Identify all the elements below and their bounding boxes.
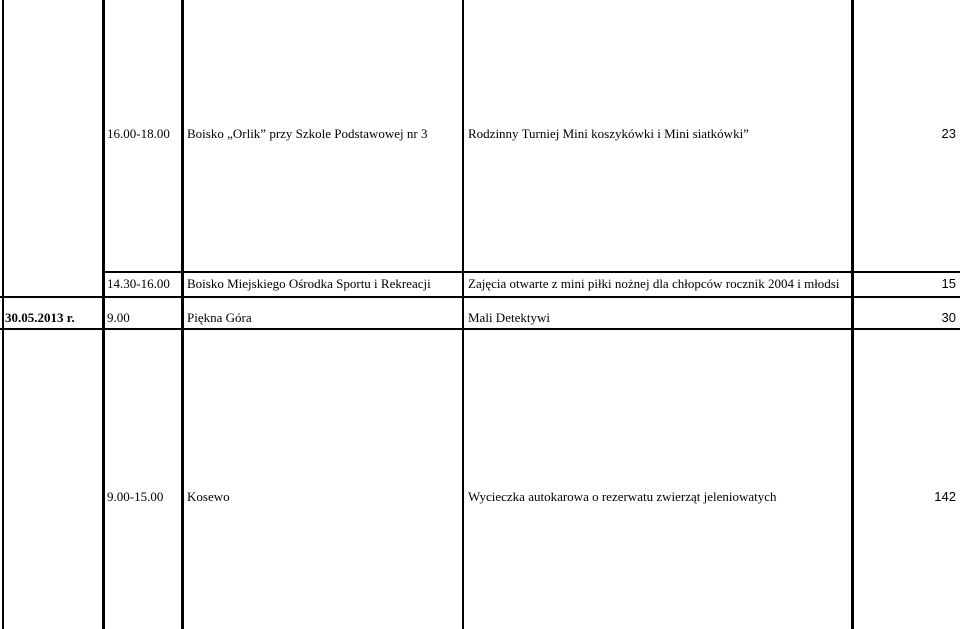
- time-cell: 14.30-16.00: [107, 276, 170, 291]
- count-cell: 15: [941, 276, 956, 291]
- event-cell: Rodzinny Turniej Mini koszykówki i Mini siatkówki”: [468, 126, 749, 141]
- place-cell: Boisko „Orlik” przy Szkole Podstawowej nr 3: [187, 126, 428, 141]
- grid-line-left: [2, 0, 4, 629]
- grid-line-time: [102, 0, 105, 629]
- place-cell: Piękna Góra: [187, 310, 252, 325]
- grid-line-place: [181, 0, 184, 629]
- event-cell: Wycieczka autokarowa o rezerwatu zwierząt jeleniowatych: [468, 489, 777, 504]
- count-cell: 142: [934, 489, 956, 504]
- event-cell: Mali Detektywi: [468, 310, 550, 325]
- row-divider-1: [102, 271, 960, 273]
- date-cell: 30.05.2013 r.: [5, 310, 75, 325]
- place-cell: Kosewo: [187, 489, 230, 504]
- time-cell: 16.00-18.00: [107, 126, 170, 141]
- row-divider-3: [0, 328, 960, 330]
- row-divider-2: [0, 296, 960, 298]
- time-cell: 9.00-15.00: [107, 489, 164, 504]
- place-cell: Boisko Miejskiego Ośrodka Sportu i Rekreacji: [187, 276, 431, 291]
- grid-line-event: [462, 0, 464, 629]
- event-cell: Zajęcia otwarte z mini piłki nożnej dla chłopców rocznik 2004 i młodsi: [468, 276, 840, 291]
- count-cell: 23: [941, 126, 956, 141]
- grid-line-count: [851, 0, 854, 629]
- time-cell: 9.00: [107, 310, 130, 325]
- count-cell: 30: [941, 310, 956, 325]
